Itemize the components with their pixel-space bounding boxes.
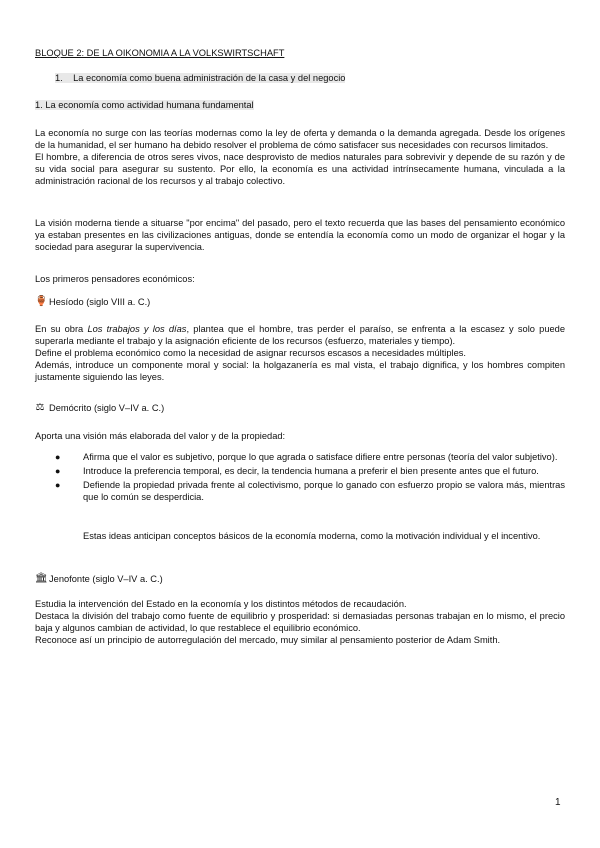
subtitle-text: La economía como buena administración de la casa y del negocio (73, 73, 346, 83)
list-item (35, 479, 565, 503)
democrito-list (35, 451, 565, 505)
hesiodo-heading (35, 297, 150, 307)
document-title: BLOQUE 2: DE LA OIKONOMIA A LA VOLKSWIRTSCHAFT (35, 48, 285, 58)
hesiodo-heading-text: Hesíodo (siglo VIII a. C.) (49, 297, 151, 307)
hesiodo-p-pre: En su obra (35, 324, 88, 334)
section-title: 1. La economía como actividad humana fundamental (35, 100, 254, 110)
list-item (35, 451, 565, 463)
amphora-icon: 🏺 (35, 296, 48, 307)
list-item-text: Defiende la propiedad privada frente al colectivismo, porque lo ganado con esfuerzo propio se valora más, mientras que lo común se desperdicia. (83, 480, 565, 502)
hesiodo-paragraph-3: Además, introduce un componente moral y social: la holgazanería es mal vista, el trabajo dignifica, y los hombres compiten justamente siguiendo las leyes. (35, 360, 565, 382)
list-item-text: Afirma que el valor es subjetivo, porque lo que agrada o satisface difiere entre personas (teoría del valor subjetivo). (83, 452, 558, 462)
list-item-text: Introduce la preferencia temporal, es decir, la tendencia humana a preferir el bien presente antes que el futuro. (83, 466, 539, 476)
page-number: 1 (555, 797, 561, 808)
paragraph-1b: El hombre, a diferencia de otros seres vivos, nace desprovisto de medios naturales para sobrevivir y depende de su razón y de su vida social para asegurar su sustento. Por ello, la economía es una actividad intrínsecamente humana, vinculada a la administración racional de los recursos y al trabajo colectivo. (35, 152, 565, 186)
paragraph-3: Los primeros pensadores económicos: (35, 274, 195, 284)
democrito-heading-text: Demócrito (siglo V–IV a. C.) (49, 403, 165, 413)
paragraph-intro (35, 127, 565, 187)
democrito-extra: Estas ideas anticipan conceptos básicos de la economía moderna, como la motivación individual y el incentivo. (83, 531, 541, 541)
hesiodo-paragraph-2: Define el problema económico como la necesidad de asignar recursos escasos a necesidades múltiples. (35, 348, 466, 358)
scales-icon: ⚖ (35, 402, 45, 413)
jenofonte-body (35, 598, 565, 646)
bullet-icon: ● (55, 480, 61, 490)
hesiodo-work-title: Los trabajos y los días (87, 324, 187, 334)
list-item (35, 465, 565, 477)
hesiodo-p-post: , plantea que el hombre, tras perder el paraíso, se enfrenta a la escasez y solo puede superarla mediante el trabajo y la asignación eficiente de los recursos (esfuerzo, materiales y tiempo). (35, 324, 565, 346)
subtitle (55, 73, 345, 83)
paragraph-1: La economía no surge con las teorías modernas como la ley de oferta y demanda o la demanda agregada. Desde los orígenes de la humanidad, el ser humano ha debido resolver el problema de cómo satisfacer sus necesidades con recursos limitados. (35, 128, 565, 150)
bullet-icon: ● (55, 452, 61, 462)
temple-icon: 🏛 (35, 573, 48, 584)
jenofonte-paragraph-3: Reconoce así un principio de autorregulación del mercado, muy similar al pensamiento posterior de Adam Smith. (35, 635, 501, 645)
jenofonte-paragraph-2: Destaca la división del trabajo como fuente de equilibrio y prosperidad: si demasiadas personas trabajan en lo mismo, el precio baja y algunos cambian de actividad, lo que restablece el equilibrio económico. (35, 611, 565, 633)
hesiodo-body (35, 323, 565, 383)
jenofonte-heading (35, 574, 163, 584)
jenofonte-paragraph-1: Estudia la intervención del Estado en la economía y los distintos métodos de recaudación. (35, 599, 407, 609)
hesiodo-paragraph-1 (35, 323, 565, 347)
paragraph-2: La visión moderna tiende a situarse "por encima" del pasado, pero el texto recuerda que las bases del pensamiento económico ya estaban presentes en las civilizaciones antiguas, donde se entendía la economía como un modo de organizar el hogar y la sociedad para asegurar la supervivencia. (35, 218, 565, 252)
subtitle-number: 1. (55, 73, 63, 83)
bullet-icon: ● (55, 466, 61, 476)
democrito-heading (35, 403, 164, 413)
jenofonte-heading-text: Jenofonte (siglo V–IV a. C.) (49, 574, 163, 584)
democrito-intro: Aporta una visión más elaborada del valor y de la propiedad: (35, 431, 286, 441)
